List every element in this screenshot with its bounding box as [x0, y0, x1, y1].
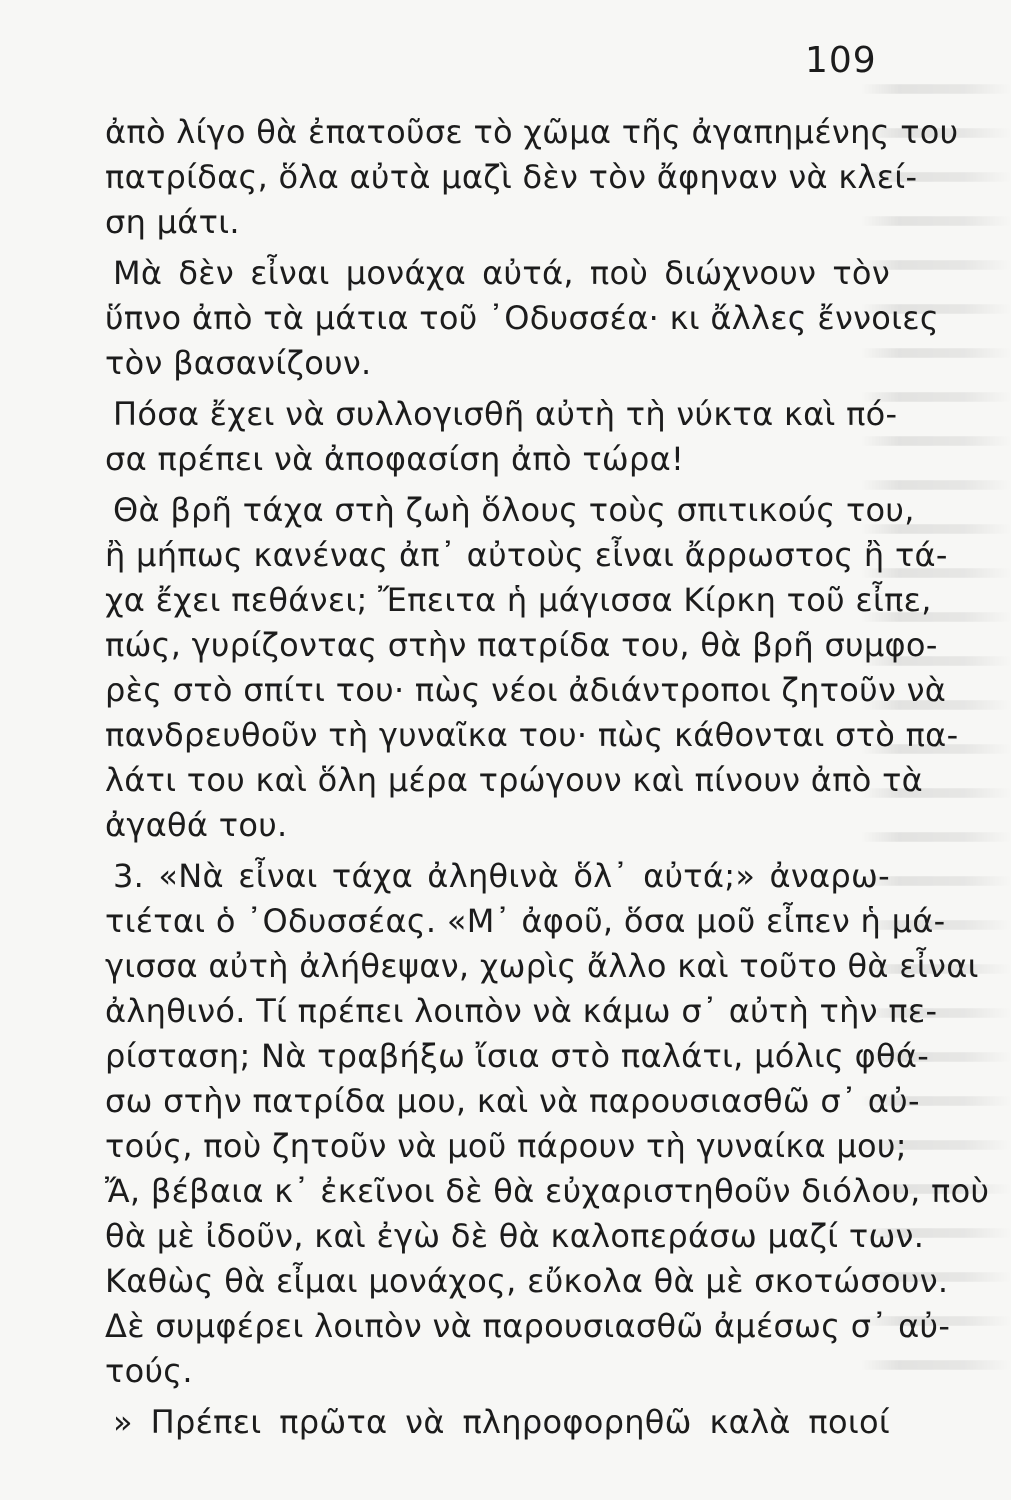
text-line: λάτι του καὶ ὅλη μέρα τρώγουν καὶ πίνουν ἀπὸ τὰ: [105, 761, 924, 799]
text-line: πανδρευθοῦν τὴ γυναῖκα του· πὼς κάθονται στὸ πα-: [105, 716, 959, 754]
text-line: Θὰ βρῆ τάχα στὴ ζωὴ ὅλους τοὺς σπιτικούς του,: [113, 491, 915, 529]
text-line: ὕπνο ἀπὸ τὰ μάτια τοῦ ᾿Οδυσσέα· κι ἄλλες ἔννοιες: [105, 299, 939, 337]
text-line: τιέται ὁ ᾿Οδυσσέας. «Μ᾿ ἀφοῦ, ὅσα μοῦ εἶπεν ἡ μά-: [105, 902, 946, 940]
text-line: 3. «Νὰ εἶναι τάχα ἀληθινὰ ὅλ᾿ αὐτά;» ἀναρω-: [113, 857, 890, 895]
text-line: ἢ μήπως κανένας ἀπ᾿ αὐτοὺς εἶναι ἄρρωστος ἢ τά-: [105, 536, 948, 574]
text-line: Μὰ δὲν εἶναι μονάχα αὐτά, ποὺ διώχνουν τὸν: [113, 254, 890, 292]
text-line: θὰ μὲ ἰδοῦν, καὶ ἐγὼ δὲ θὰ καλοπεράσω μαζί των.: [105, 1217, 925, 1255]
text-line: χα ἔχει πεθάνει; Ἔπειτα ἡ μάγισσα Κίρκη τοῦ εἶπε,: [105, 581, 932, 619]
text-line: » Πρέπει πρῶτα νὰ πληροφορηθῶ καλὰ ποιοί: [113, 1403, 890, 1441]
text-line: τούς.: [105, 1352, 193, 1390]
page-number: 109: [805, 40, 877, 81]
text-line: σα πρέπει νὰ ἀποφασίση ἀπὸ τώρα!: [105, 440, 685, 478]
text-line: ρὲς στὸ σπίτι του· πὼς νέοι ἀδιάντροποι ζητοῦν νὰ: [105, 671, 947, 709]
text-line: ἀγαθά του.: [105, 806, 288, 844]
text-line: ἀπὸ λίγο θὰ ἐπατοῦσε τὸ χῶμα τῆς ἀγαπημένης του: [105, 113, 959, 151]
body-text: [105, 110, 990, 1445]
text-line: Καθὼς θὰ εἶμαι μονάχος, εὔκολα θὰ μὲ σκοτώσουν.: [105, 1262, 949, 1300]
text-line: τούς, ποὺ ζητοῦν νὰ μοῦ πάρουν τὴ γυναίκα μου;: [105, 1127, 907, 1165]
text-line: πώς, γυρίζοντας στὴν πατρίδα του, θὰ βρῆ συμφο-: [105, 626, 938, 664]
text-line: σω στὴν πατρίδα μου, καὶ νὰ παρουσιασθῶ σ᾿ αὐ-: [105, 1082, 920, 1120]
text-line: Ἄ, βέβαια κ᾿ ἐκεῖνοι δὲ θὰ εὐχαριστηθοῦν διόλου, ποὺ: [105, 1172, 990, 1210]
text-line: Δὲ συμφέρει λοιπὸν νὰ παρουσιασθῶ ἀμέσως σ᾿ αὐ-: [105, 1307, 951, 1345]
text-line: ρίσταση; Νὰ τραβήξω ἴσια στὸ παλάτι, μόλις φθά-: [105, 1037, 930, 1075]
text-line: γισσα αὐτὴ ἀλήθεψαν, χωρὶς ἄλλο καὶ τοῦτο θὰ εἶναι: [105, 947, 979, 985]
text-line: ἀληθινό. Τί πρέπει λοιπὸν νὰ κάμω σ᾿ αὐτὴ τὴν πε-: [105, 992, 938, 1030]
text-line: τὸν βασανίζουν.: [105, 344, 372, 382]
text-line: Πόσα ἔχει νὰ συλλογισθῆ αὐτὴ τὴ νύκτα καὶ πό-: [113, 395, 898, 433]
text-line: πατρίδας, ὅλα αὐτὰ μαζὶ δὲν τὸν ἄφηναν νὰ κλεί-: [105, 158, 918, 196]
text-line: ση μάτι.: [105, 203, 240, 241]
